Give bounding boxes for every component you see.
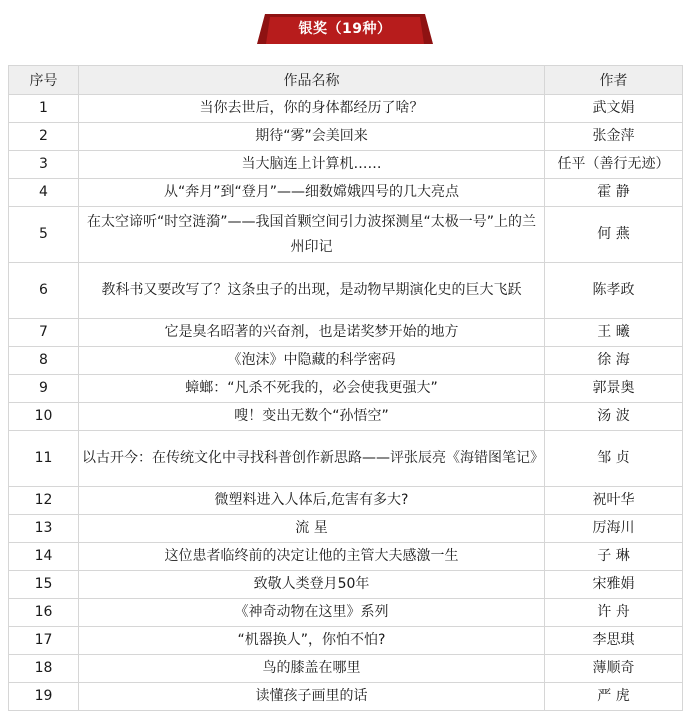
table-row <box>9 263 683 319</box>
row-author: 宋雅娟 <box>545 571 683 599</box>
row-title: 以古开今：在传统文化中寻找科普创作新思路——评张辰亮《海错图笔记》 <box>79 431 545 487</box>
row-title: 它是臭名昭著的兴奋剂，也是诺奖梦开始的地方 <box>79 319 545 347</box>
row-title: 鸟的膝盖在哪里 <box>79 655 545 683</box>
table-row <box>9 431 683 487</box>
row-num: 2 <box>9 123 79 151</box>
row-author: 任平（善行无迹） <box>545 151 683 179</box>
row-title: 这位患者临终前的决定让他的主管大夫感激一生 <box>79 543 545 571</box>
row-title: 当你去世后，你的身体都经历了啥？ <box>79 95 545 123</box>
row-num: 9 <box>9 375 79 403</box>
row-author: 李思琪 <box>545 627 683 655</box>
row-author: 严 虎 <box>545 683 683 711</box>
row-author: 武文娟 <box>545 95 683 123</box>
row-num: 16 <box>9 599 79 627</box>
row-title: 期待“雾”会美回来 <box>79 123 545 151</box>
award-title: 银奖（19种） <box>298 21 392 37</box>
table-header-row <box>9 66 683 95</box>
section-header <box>0 14 689 44</box>
table-row <box>9 403 683 431</box>
row-num: 14 <box>9 543 79 571</box>
row-author: 张金萍 <box>545 123 683 151</box>
table-row <box>9 375 683 403</box>
row-num: 13 <box>9 515 79 543</box>
row-title: “机器换人”，你怕不怕? <box>79 627 545 655</box>
row-num: 1 <box>9 95 79 123</box>
award-banner <box>257 14 433 44</box>
row-num: 4 <box>9 179 79 207</box>
table-row <box>9 683 683 711</box>
row-title: 从“奔月”到“登月”——细数嫦娥四号的几大亮点 <box>79 179 545 207</box>
row-num: 5 <box>9 207 79 263</box>
row-author: 子 琳 <box>545 543 683 571</box>
header-num: 序号 <box>9 66 79 95</box>
table-row <box>9 515 683 543</box>
table-row <box>9 599 683 627</box>
row-author: 霍 静 <box>545 179 683 207</box>
row-title: 流 星 <box>79 515 545 543</box>
table-row <box>9 179 683 207</box>
row-title: 致敬人类登月50年 <box>79 571 545 599</box>
row-title: 当大脑连上计算机…… <box>79 151 545 179</box>
table-row <box>9 543 683 571</box>
row-title: 《神奇动物在这里》系列 <box>79 599 545 627</box>
row-author: 郭景奥 <box>545 375 683 403</box>
row-title: 《泡沫》中隐藏的科学密码 <box>79 347 545 375</box>
row-title: 嗖！变出无数个“孙悟空” <box>79 403 545 431</box>
row-author: 王 曦 <box>545 319 683 347</box>
row-author: 许 舟 <box>545 599 683 627</box>
row-num: 11 <box>9 431 79 487</box>
row-title: 教科书又要改写了？这条虫子的出现，是动物早期演化史的巨大飞跃 <box>79 263 545 319</box>
row-num: 8 <box>9 347 79 375</box>
row-author: 陈孝政 <box>545 263 683 319</box>
row-num: 7 <box>9 319 79 347</box>
row-num: 12 <box>9 487 79 515</box>
table-row <box>9 151 683 179</box>
row-author: 薄顺奇 <box>545 655 683 683</box>
row-title: 在太空谛听“时空涟漪”——我国首颗空间引力波探测星“太极一号”上的兰州印记 <box>79 207 545 263</box>
row-title: 蟑螂：“凡杀不死我的，必会使我更强大” <box>79 375 545 403</box>
table-row <box>9 487 683 515</box>
row-title: 微塑料进入人体后,危害有多大? <box>79 487 545 515</box>
row-author: 邹 贞 <box>545 431 683 487</box>
row-author: 厉海川 <box>545 515 683 543</box>
header-author: 作者 <box>545 66 683 95</box>
table-row <box>9 347 683 375</box>
row-num: 17 <box>9 627 79 655</box>
table-row <box>9 319 683 347</box>
row-num: 3 <box>9 151 79 179</box>
row-num: 6 <box>9 263 79 319</box>
row-num: 15 <box>9 571 79 599</box>
row-num: 18 <box>9 655 79 683</box>
row-num: 19 <box>9 683 79 711</box>
award-table <box>8 65 683 711</box>
row-author: 徐 海 <box>545 347 683 375</box>
table-row <box>9 571 683 599</box>
row-author: 汤 波 <box>545 403 683 431</box>
header-title: 作品名称 <box>79 66 545 95</box>
table-row <box>9 207 683 263</box>
row-title: 读懂孩子画里的话 <box>79 683 545 711</box>
row-author: 何 燕 <box>545 207 683 263</box>
table-row <box>9 123 683 151</box>
table-row <box>9 627 683 655</box>
table-row <box>9 655 683 683</box>
row-num: 10 <box>9 403 79 431</box>
row-author: 祝叶华 <box>545 487 683 515</box>
table-row <box>9 95 683 123</box>
